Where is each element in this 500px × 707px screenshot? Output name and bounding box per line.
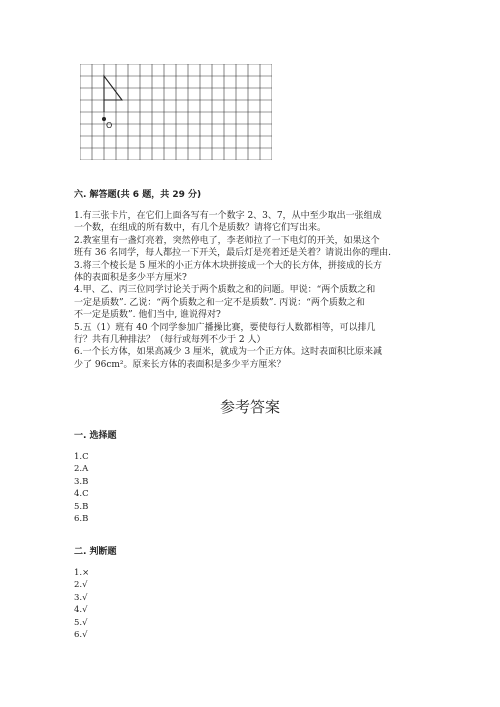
problem-list	[74, 210, 434, 371]
answer-item: 5.√	[74, 617, 88, 628]
grid-lines	[80, 64, 272, 160]
answer-item: 5.B	[74, 501, 89, 512]
answers-title: 参考答案	[219, 398, 280, 416]
problem-line: 2.教室里有一盏灯亮着，突然停电了，李老师拉了一下电灯的开关，如果这个	[74, 235, 380, 246]
answer-item: 1.×	[74, 568, 90, 578]
answer-item: 6.√	[74, 630, 88, 641]
answer-item: 6.B	[74, 514, 89, 525]
answer-item: 3.B	[74, 476, 89, 487]
grid-figure	[80, 64, 272, 160]
problem-line: 班有 36 名同学，每人都拉一下开关，最后灯是亮着还是关着？请说出你的理由.	[74, 248, 392, 259]
answer-item: 2.A	[74, 464, 89, 475]
answer-item: 1.C	[74, 452, 89, 462]
problem-line: 少了 96cm²。原来长方体的表面积是多少平方厘米？	[74, 359, 286, 370]
problem-line: 5.五（1）班有 40 个同学参加广播操比赛，要使每行人数都相等，可以排几	[74, 322, 376, 333]
section-6-title: 六. 解答题(共 6 题，共 29 分)	[74, 190, 202, 200]
problem-line: 行？共有几种排法？（每行或每列不少于 2 人）	[74, 335, 266, 346]
answer-item: 4.C	[74, 489, 89, 500]
problem-line: 1.有三张卡片，在它们上面各写有一个数字 2、3、7，从中至少取出一张组成	[74, 211, 382, 221]
problem-line: 一定是质数”. 乙说：“两个质数之和一定不是质数”. 丙说：“两个质数之和	[74, 297, 365, 308]
answer-item: 2.√	[74, 580, 88, 591]
judge-section-title: 二. 判断题	[74, 547, 117, 557]
choice-section-title: 一. 选择题	[74, 431, 117, 441]
choice-answer-list	[74, 451, 89, 525]
problem-line: 一个数，在组成的所有数中，有几个是质数？请将它们写出来。	[74, 223, 327, 234]
answer-item: 4.√	[74, 605, 88, 616]
problem-line: 4.甲、乙、丙三位同学讨论关于两个质数之和的问题。甲说：“两个质数之和	[74, 285, 376, 296]
origin-label: O	[106, 121, 113, 130]
problem-line: 不一定是质数”. 他们当中, 谁说得对?	[74, 310, 221, 321]
problem-line: 6.一个长方体，如果高减少 3 厘米，就成为一个正方体。这时表面积比原来减	[74, 347, 383, 358]
answer-item: 3.√	[74, 592, 88, 603]
judge-answer-list	[74, 567, 89, 641]
problem-line: 3.将三个棱长是 5 厘米的小正方体木块拼接成一个大的长方体，拼接成的长方	[74, 260, 383, 271]
problem-line: 体的表面积是多少平方厘米?	[74, 273, 187, 284]
